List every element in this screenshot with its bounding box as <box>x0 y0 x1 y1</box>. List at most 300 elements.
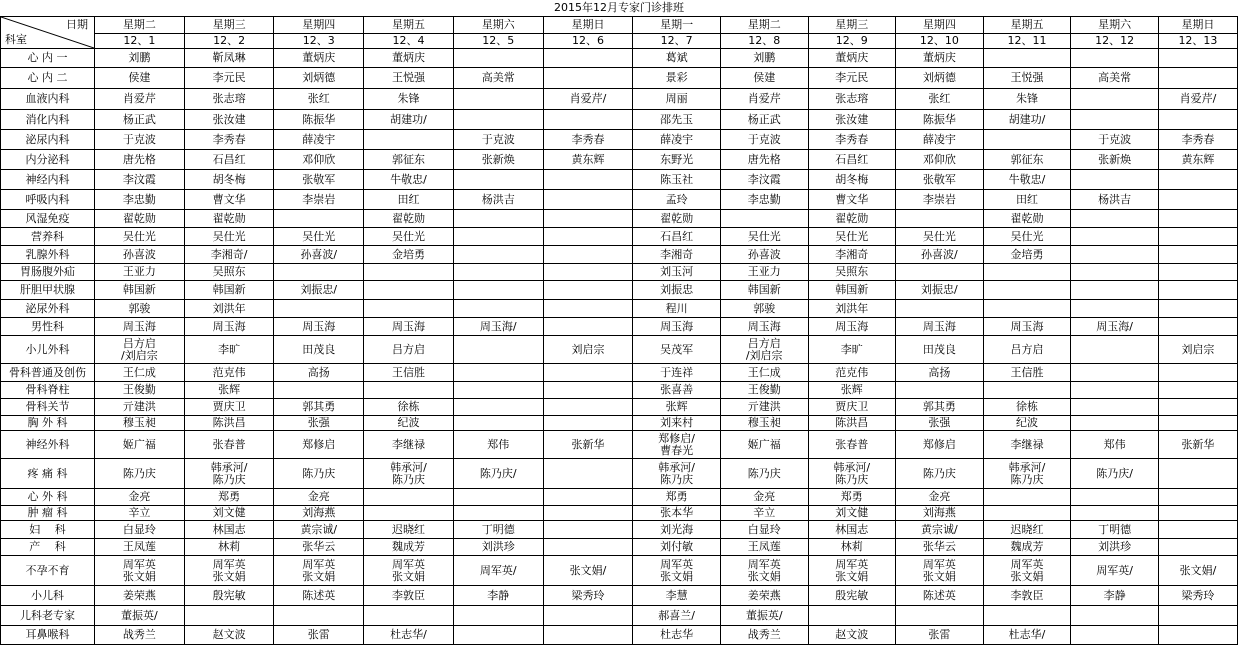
schedule-cell: 黄东辉 <box>1158 150 1237 170</box>
dept-cell: 血液内科 <box>1 89 95 110</box>
schedule-cell: 陈乃庆/ <box>453 459 543 489</box>
dept-cell: 小儿外科 <box>1 336 95 364</box>
schedule-cell: 杨洪吉 <box>1071 190 1159 210</box>
schedule-cell <box>543 246 633 264</box>
schedule-cell: 周玉海/ <box>453 318 543 336</box>
schedule-cell: 周军英/ <box>1071 556 1159 586</box>
schedule-cell: 郑勇 <box>633 489 721 506</box>
doctor-name: 周军英 <box>392 557 426 571</box>
table-row <box>1 170 1238 190</box>
schedule-cell: 董炳庆 <box>274 49 364 68</box>
schedule-cell <box>543 606 633 626</box>
schedule-cell <box>1158 506 1237 521</box>
schedule-cell: 孙喜波 <box>720 246 808 264</box>
schedule-cell: 姜荣燕 <box>720 586 808 606</box>
schedule-cell <box>983 382 1071 399</box>
schedule-cell: 靳凤琳 <box>184 49 274 68</box>
schedule-cell: 孟玲 <box>633 190 721 210</box>
schedule-cell: 吴仕光 <box>274 228 364 246</box>
schedule-cell: 郑修启 <box>274 431 364 459</box>
schedule-cell: 李忠勤 <box>95 190 185 210</box>
schedule-cell: 王信胜 <box>983 364 1071 382</box>
weekday-header: 星期三 <box>808 17 896 34</box>
schedule-cell: 张强 <box>896 416 984 431</box>
table-row <box>1 281 1238 300</box>
schedule-cell: 李敦臣 <box>364 586 454 606</box>
schedule-cell <box>983 281 1071 300</box>
schedule-cell <box>453 626 543 645</box>
doctor-name: 陈乃庆 <box>1010 472 1044 486</box>
schedule-cell: 李秀春 <box>808 130 896 150</box>
schedule-cell <box>543 489 633 506</box>
schedule-cell: 刘玉河 <box>633 264 721 281</box>
doctor-name: 韩承河/ <box>210 460 248 474</box>
date-header: 12、11 <box>983 34 1071 49</box>
schedule-cell: 李忠勤 <box>720 190 808 210</box>
schedule-cell: 东野光 <box>633 150 721 170</box>
schedule-cell <box>364 489 454 506</box>
schedule-cell <box>1158 382 1237 399</box>
schedule-cell: 白显玲 <box>95 521 185 539</box>
schedule-cell: 张红 <box>896 89 984 110</box>
date-row <box>1 34 1238 49</box>
schedule-cell: 邓仰欣 <box>274 150 364 170</box>
schedule-cell: 李崇岩 <box>274 190 364 210</box>
dept-cell: 耳鼻喉科 <box>1 626 95 645</box>
schedule-cell <box>543 459 633 489</box>
schedule-cell: 肖爱芹 <box>95 89 185 110</box>
dept-cell: 妇 科 <box>1 521 95 539</box>
schedule-cell <box>1071 246 1159 264</box>
schedule-cell: 牛敬忠/ <box>983 170 1071 190</box>
schedule-cell <box>364 506 454 521</box>
schedule-cell: 迟晓红 <box>364 521 454 539</box>
schedule-cell: 翟乾勋 <box>95 210 185 228</box>
schedule-cell <box>1158 228 1237 246</box>
schedule-cell: 陈玉社 <box>633 170 721 190</box>
schedule-cell: 周玉海 <box>983 318 1071 336</box>
schedule-cell <box>983 130 1071 150</box>
doctor-name: 韩承河/ <box>658 460 695 474</box>
doctor-name: 周军英 <box>835 557 869 571</box>
schedule-cell: 杨正武 <box>95 110 185 130</box>
schedule-cell <box>453 506 543 521</box>
schedule-cell: 周玉海 <box>274 318 364 336</box>
schedule-cell: 高扬 <box>274 364 364 382</box>
weekday-header: 星期三 <box>184 17 274 34</box>
dept-cell: 骨科普通及创伤 <box>1 364 95 382</box>
dept-cell: 内分泌科 <box>1 150 95 170</box>
schedule-cell <box>543 626 633 645</box>
schedule-cell <box>720 336 808 364</box>
schedule-cell <box>1071 416 1159 431</box>
schedule-cell <box>543 170 633 190</box>
doctor-name: 韩承河/ <box>390 460 427 474</box>
schedule-cell: 韩国新 <box>95 281 185 300</box>
table-row <box>1 586 1238 606</box>
schedule-cell <box>1158 521 1237 539</box>
schedule-cell: 王悦强 <box>983 68 1071 89</box>
schedule-cell: 殷宪敏 <box>808 586 896 606</box>
schedule-cell: 吴仕光 <box>983 228 1071 246</box>
schedule-cell: 张汝建 <box>184 110 274 130</box>
schedule-cell <box>453 416 543 431</box>
schedule-cell: 郭骏 <box>720 300 808 318</box>
schedule-cell <box>1071 399 1159 416</box>
weekday-header: 星期六 <box>1071 17 1159 34</box>
schedule-cell: 吴仕光 <box>364 228 454 246</box>
schedule-cell <box>1071 606 1159 626</box>
schedule-cell <box>1071 382 1159 399</box>
doctor-name: 周军英 <box>922 557 956 571</box>
schedule-cell: 王悦强 <box>364 68 454 89</box>
dept-cell: 神经内科 <box>1 170 95 190</box>
schedule-cell: 翟乾勋 <box>808 210 896 228</box>
doctor-name: 张文娟 <box>922 569 956 583</box>
schedule-cell <box>633 459 721 489</box>
schedule-cell: 董振英/ <box>95 606 185 626</box>
schedule-cell: 黄宗诚/ <box>274 521 364 539</box>
schedule-cell: 梁秀玲 <box>1158 586 1237 606</box>
schedule-cell: 穆玉昶 <box>95 416 185 431</box>
dept-cell: 骨科脊柱 <box>1 382 95 399</box>
doctor-name: 郑修启/ <box>658 431 695 445</box>
schedule-cell: 石昌红 <box>633 228 721 246</box>
date-header: 12、13 <box>1158 34 1237 49</box>
schedule-cell: 贾庆卫 <box>184 399 274 416</box>
schedule-cell <box>274 210 364 228</box>
schedule-cell <box>453 364 543 382</box>
weekday-header: 星期一 <box>633 17 721 34</box>
doctor-name: 周军英 <box>122 557 156 571</box>
table-row <box>1 228 1238 246</box>
schedule-cell <box>1158 68 1237 89</box>
date-header: 12、4 <box>364 34 454 49</box>
doctor-name: 陈乃庆 <box>835 472 869 486</box>
schedule-cell: 吴仕光 <box>896 228 984 246</box>
schedule-cell: 刘振忠/ <box>274 281 364 300</box>
dept-cell: 风湿免疫 <box>1 210 95 228</box>
schedule-cell <box>1158 416 1237 431</box>
schedule-cell: 刘洪珍 <box>453 539 543 556</box>
doctor-name: 周军英 <box>1010 557 1044 571</box>
schedule-cell: 于连祥 <box>633 364 721 382</box>
schedule-cell: 刘鹏 <box>95 49 185 68</box>
schedule-cell: 张强 <box>274 416 364 431</box>
doctor-name: 陈乃庆 <box>392 472 426 486</box>
schedule-cell: 陈乃庆 <box>274 459 364 489</box>
dept-cell: 营养科 <box>1 228 95 246</box>
schedule-cell <box>633 431 721 459</box>
schedule-cell: 张辉 <box>184 382 274 399</box>
schedule-cell: 郭征东 <box>364 150 454 170</box>
schedule-cell <box>1071 49 1159 68</box>
dept-cell: 消化内科 <box>1 110 95 130</box>
dept-cell: 产 科 <box>1 539 95 556</box>
schedule-cell <box>543 210 633 228</box>
schedule-cell: 李元民 <box>808 68 896 89</box>
schedule-cell: 吴仕光 <box>720 228 808 246</box>
schedule-cell: 唐先格 <box>95 150 185 170</box>
doctor-name: 曹春光 <box>660 443 694 457</box>
schedule-cell <box>453 110 543 130</box>
schedule-cell <box>1158 190 1237 210</box>
schedule-cell: 王凤莲 <box>720 539 808 556</box>
schedule-cell <box>1158 281 1237 300</box>
schedule-cell: 徐栋 <box>983 399 1071 416</box>
schedule-cell <box>274 382 364 399</box>
schedule-cell: 王凤莲 <box>95 539 185 556</box>
schedule-cell: 李旷 <box>184 336 274 364</box>
schedule-cell: 郭其勇 <box>274 399 364 416</box>
schedule-cell: 韩国新 <box>184 281 274 300</box>
schedule-cell <box>543 110 633 130</box>
weekday-header: 星期六 <box>453 17 543 34</box>
schedule-cell: 杨正武 <box>720 110 808 130</box>
schedule-cell <box>453 89 543 110</box>
schedule-cell <box>1071 228 1159 246</box>
schedule-cell <box>543 300 633 318</box>
schedule-cell <box>1158 364 1237 382</box>
schedule-cell: 黄宗诚/ <box>896 521 984 539</box>
doctor-name: 张文娟 <box>392 569 426 583</box>
corner-date-label: 日期 <box>66 18 88 31</box>
schedule-cell: 王信胜 <box>364 364 454 382</box>
dept-cell: 泌尿外科 <box>1 300 95 318</box>
schedule-cell <box>1158 110 1237 130</box>
schedule-cell: 程川 <box>633 300 721 318</box>
schedule-cell: 杜志华 <box>633 626 721 645</box>
dept-cell: 泌尿内科 <box>1 130 95 150</box>
schedule-cell: 张雷 <box>896 626 984 645</box>
schedule-cell <box>95 556 185 586</box>
schedule-cell: 迟晓红 <box>983 521 1071 539</box>
schedule-cell: 刘启宗 <box>543 336 633 364</box>
schedule-cell <box>543 506 633 521</box>
schedule-cell <box>453 300 543 318</box>
schedule-cell: 韩国新 <box>808 281 896 300</box>
schedule-cell <box>983 49 1071 68</box>
schedule-cell: 刘振忠/ <box>896 281 984 300</box>
schedule-cell: 姜荣燕 <box>95 586 185 606</box>
table-row <box>1 130 1238 150</box>
schedule-cell: 王仁成 <box>720 364 808 382</box>
dept-cell: 乳腺外科 <box>1 246 95 264</box>
schedule-cell <box>95 336 185 364</box>
schedule-cell: 刘文健 <box>808 506 896 521</box>
schedule-cell: 赵文波 <box>808 626 896 645</box>
schedule-cell <box>983 489 1071 506</box>
schedule-cell: 朱锋 <box>364 89 454 110</box>
doctor-name: 吕方启 <box>122 336 156 350</box>
doctor-name: 周军英 <box>302 557 336 571</box>
schedule-cell <box>453 382 543 399</box>
schedule-cell: 李湘奇/ <box>184 246 274 264</box>
schedule-cell: 张敬军 <box>274 170 364 190</box>
schedule-cell: 贾庆卫 <box>808 399 896 416</box>
schedule-cell: 丁明德 <box>453 521 543 539</box>
dept-cell: 胃肠腹外疝 <box>1 264 95 281</box>
schedule-cell: 陈振华 <box>896 110 984 130</box>
schedule-cell: 战秀兰 <box>95 626 185 645</box>
schedule-cell: 肖爱芹/ <box>1158 89 1237 110</box>
schedule-cell: 石昌红 <box>184 150 274 170</box>
schedule-cell: 刘鹏 <box>720 49 808 68</box>
schedule-cell: 郑勇 <box>184 489 274 506</box>
schedule-cell: 纪波 <box>983 416 1071 431</box>
schedule-cell: 王亚力 <box>95 264 185 281</box>
dept-cell: 心 外 科 <box>1 489 95 506</box>
weekday-header: 星期二 <box>95 17 185 34</box>
schedule-cell <box>543 364 633 382</box>
date-header: 12、2 <box>184 34 274 49</box>
schedule-cell: 郭骏 <box>95 300 185 318</box>
schedule-cell: 周玉海 <box>364 318 454 336</box>
schedule-cell <box>274 264 364 281</box>
weekday-header: 星期日 <box>1158 17 1237 34</box>
schedule-cell: 杨洪吉 <box>453 190 543 210</box>
schedule-cell <box>983 606 1071 626</box>
schedule-cell: 李汶霞 <box>95 170 185 190</box>
schedule-cell: 周军英/ <box>453 556 543 586</box>
schedule-cell: 田红 <box>364 190 454 210</box>
schedule-cell: 刘洪年 <box>184 300 274 318</box>
schedule-cell: 吕方启 <box>364 336 454 364</box>
schedule-cell: 于克波 <box>1071 130 1159 150</box>
schedule-cell: 邓仰欣 <box>896 150 984 170</box>
schedule-cell: 亓建洪 <box>720 399 808 416</box>
schedule-cell: 张春普 <box>184 431 274 459</box>
table-row <box>1 382 1238 399</box>
schedule-cell: 田茂良 <box>274 336 364 364</box>
schedule-cell: 李崇岩 <box>896 190 984 210</box>
dept-cell: 肝胆甲状腺 <box>1 281 95 300</box>
doctor-name: 张文娟 <box>1010 569 1044 583</box>
schedule-cell <box>543 382 633 399</box>
date-header: 12、9 <box>808 34 896 49</box>
schedule-cell <box>896 264 984 281</box>
schedule-cell: 吕方启 <box>983 336 1071 364</box>
schedule-cell: 魏成芳 <box>364 539 454 556</box>
schedule-cell <box>633 556 721 586</box>
schedule-cell <box>364 459 454 489</box>
schedule-cell: 金亮 <box>720 489 808 506</box>
schedule-cell <box>453 170 543 190</box>
schedule-cell: 张春普 <box>808 431 896 459</box>
table-row <box>1 68 1238 89</box>
schedule-cell: 王仁成 <box>95 364 185 382</box>
schedule-cell: 高美常 <box>1071 68 1159 89</box>
schedule-cell: 周丽 <box>633 89 721 110</box>
schedule-cell <box>1071 170 1159 190</box>
schedule-cell: 翟乾勋 <box>184 210 274 228</box>
schedule-cell <box>896 606 984 626</box>
schedule-cell: 胡建功/ <box>983 110 1071 130</box>
dept-cell: 心 内 一 <box>1 49 95 68</box>
schedule-cell: 胡冬梅 <box>808 170 896 190</box>
doctor-name: 陈乃庆 <box>212 472 246 486</box>
schedule-cell: 姬广福 <box>95 431 185 459</box>
schedule-cell: 吴仕光 <box>184 228 274 246</box>
schedule-cell: 白显玲 <box>720 521 808 539</box>
schedule-cell: 黄东辉 <box>543 150 633 170</box>
dept-cell: 神经外科 <box>1 431 95 459</box>
table-row <box>1 521 1238 539</box>
schedule-cell: 王俊勤 <box>95 382 185 399</box>
schedule-cell: 吴仕光 <box>808 228 896 246</box>
schedule-cell: 刘振忠 <box>633 281 721 300</box>
schedule-cell <box>1071 110 1159 130</box>
schedule-cell <box>983 556 1071 586</box>
table-row <box>1 489 1238 506</box>
schedule-cell: 周玉海 <box>633 318 721 336</box>
schedule-cell: 吴照东 <box>808 264 896 281</box>
table-row <box>1 246 1238 264</box>
doctor-name: 张文娟 <box>302 569 336 583</box>
schedule-cell: 胡建功/ <box>364 110 454 130</box>
schedule-cell: 吴茂军 <box>633 336 721 364</box>
schedule-cell <box>184 556 274 586</box>
schedule-cell <box>184 606 274 626</box>
schedule-cell: 葛斌 <box>633 49 721 68</box>
dept-cell: 男性科 <box>1 318 95 336</box>
schedule-cell <box>543 521 633 539</box>
weekday-header: 星期四 <box>896 17 984 34</box>
schedule-cell <box>543 190 633 210</box>
schedule-cell <box>1158 399 1237 416</box>
schedule-cell <box>1158 606 1237 626</box>
schedule-cell: 梁秀玲 <box>543 586 633 606</box>
dept-cell: 小儿科 <box>1 586 95 606</box>
schedule-cell <box>983 506 1071 521</box>
schedule-cell: 李湘奇 <box>808 246 896 264</box>
schedule-cell: 张志瑢 <box>808 89 896 110</box>
schedule-cell <box>453 336 543 364</box>
schedule-cell: 张红 <box>274 89 364 110</box>
schedule-cell: 刘文健 <box>184 506 274 521</box>
schedule-cell: 刘海燕 <box>274 506 364 521</box>
schedule-cell: 陈述英 <box>274 586 364 606</box>
schedule-cell: 张新华 <box>1158 431 1237 459</box>
table-row <box>1 264 1238 281</box>
schedule-cell: 陈乃庆/ <box>1071 459 1159 489</box>
schedule-cell <box>1071 336 1159 364</box>
schedule-cell: 张汝建 <box>808 110 896 130</box>
schedule-cell <box>453 210 543 228</box>
schedule-cell: 李秀春 <box>1158 130 1237 150</box>
schedule-cell: 翟乾勋 <box>364 210 454 228</box>
schedule-cell: 李敦臣 <box>983 586 1071 606</box>
schedule-cell: 刘启宗 <box>1158 336 1237 364</box>
schedule-cell: 孙喜波 <box>95 246 185 264</box>
schedule-cell: 唐先格 <box>720 150 808 170</box>
schedule-cell: 林莉 <box>184 539 274 556</box>
schedule-cell: 张雷 <box>274 626 364 645</box>
schedule-cell <box>1071 489 1159 506</box>
schedule-cell <box>274 556 364 586</box>
schedule-cell: 郑修启 <box>896 431 984 459</box>
schedule-cell: 郝喜兰/ <box>633 606 721 626</box>
schedule-cell: 李秀春 <box>543 130 633 150</box>
schedule-cell: 刘光海 <box>633 521 721 539</box>
schedule-cell: 张志瑢 <box>184 89 274 110</box>
weekday-header: 星期二 <box>720 17 808 34</box>
date-header: 12、8 <box>720 34 808 49</box>
schedule-cell: 徐栋 <box>364 399 454 416</box>
schedule-cell <box>896 210 984 228</box>
schedule-cell <box>453 489 543 506</box>
schedule-cell <box>364 300 454 318</box>
